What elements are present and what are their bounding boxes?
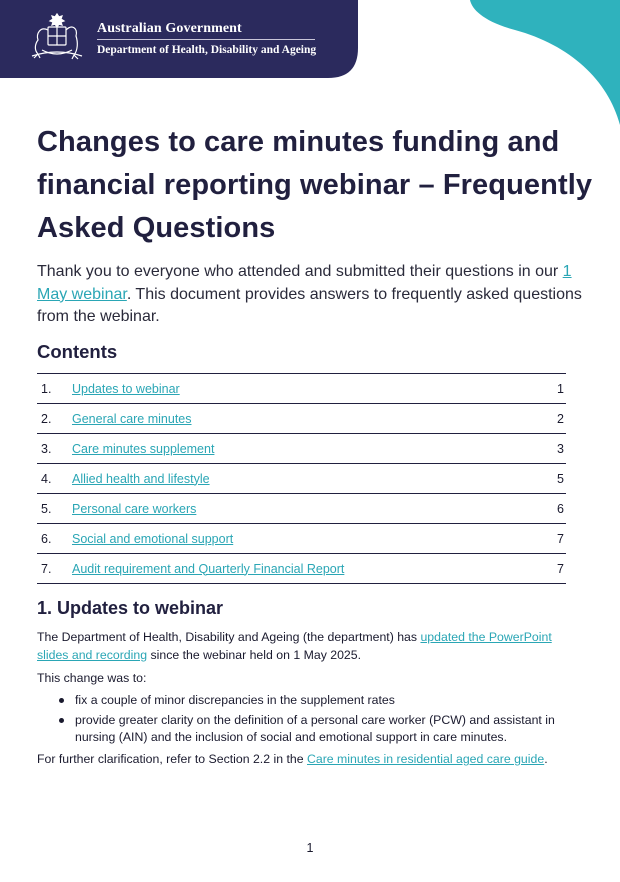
toc-number: 3. <box>41 441 52 456</box>
table-of-contents <box>37 373 566 584</box>
section1-paragraph-2: This change was to: <box>37 671 147 685</box>
department-name: Department of Health, Disability and Ageing <box>97 44 317 56</box>
toc-page-number: 6 <box>557 501 564 516</box>
toc-row <box>37 464 566 494</box>
coat-of-arms-icon <box>26 10 88 62</box>
intro-text-before: Thank you to everyone who attended and submitted their questions in our <box>37 263 563 280</box>
toc-page-number: 1 <box>557 381 564 396</box>
toc-row <box>37 374 566 404</box>
toc-page-number: 2 <box>557 411 564 426</box>
toc-link-audit-requirement[interactable]: Audit requirement and Quarterly Financial Report <box>72 561 345 576</box>
toc-row <box>37 524 566 554</box>
toc-link-updates-to-webinar[interactable]: Updates to webinar <box>72 381 180 396</box>
toc-row <box>37 404 566 434</box>
government-name: Australian Government <box>97 21 242 36</box>
header-banner <box>0 0 620 130</box>
p1-text-after: since the webinar held on 1 May 2025. <box>147 647 362 662</box>
section1-paragraph-3 <box>37 751 582 769</box>
toc-link-general-care-minutes[interactable]: General care minutes <box>72 411 192 426</box>
toc-row <box>37 494 566 524</box>
toc-link-personal-care-workers[interactable]: Personal care workers <box>72 501 197 516</box>
page-title: Changes to care minutes funding and financial reporting webinar – Frequently Asked Questions <box>37 126 593 244</box>
toc-number: 4. <box>41 471 52 486</box>
contents-heading: Contents <box>37 341 118 362</box>
toc-number: 1. <box>41 381 52 396</box>
banner-shapes <box>0 0 620 130</box>
webinar-link[interactable]: 1 May webinar <box>37 263 572 303</box>
toc-row <box>37 434 566 464</box>
powerpoint-slides-link[interactable]: updated the PowerPoint slides and recording <box>37 630 552 662</box>
toc-link-social-and-emotional-support[interactable]: Social and emotional support <box>72 531 234 546</box>
toc-link-care-minutes-supplement[interactable]: Care minutes supplement <box>72 441 215 456</box>
toc-page-number: 7 <box>557 561 564 576</box>
toc-page-number: 7 <box>557 531 564 546</box>
intro-paragraph <box>37 261 597 329</box>
toc-number: 2. <box>41 411 52 426</box>
changes-list <box>37 692 582 749</box>
toc-number: 7. <box>41 561 52 576</box>
list-item: fix a couple of minor discrepancies in the supplement rates <box>37 692 582 710</box>
toc-link-allied-health-and-lifestyle[interactable]: Allied health and lifestyle <box>72 471 210 486</box>
p1-text-before: The Department of Health, Disability and Ageing (the department) has <box>37 630 421 644</box>
toc-page-number: 5 <box>557 471 564 486</box>
page-number: 1 <box>306 841 314 855</box>
p3-text-after: . <box>544 752 548 766</box>
section1-paragraph-1 <box>37 629 582 664</box>
header-divider <box>97 39 315 40</box>
list-item: provide greater clarity on the definition of a personal care worker (PCW) and assistant in nursing (AIN) and the inclusion of social and emotional support in care minutes. <box>37 712 582 747</box>
toc-number: 6. <box>41 531 52 546</box>
care-minutes-guide-link[interactable]: Care minutes in residential aged care guide <box>306 752 545 766</box>
toc-page-number: 3 <box>557 441 564 456</box>
p3-text-before: For further clarification, refer to Section 2.2 in the <box>37 752 307 766</box>
toc-number: 5. <box>41 501 52 516</box>
section-heading-updates: 1. Updates to webinar <box>37 598 224 618</box>
toc-row <box>37 554 566 584</box>
intro-text-after: . This document provides answers to frequently asked questions from the webinar. <box>37 285 582 325</box>
